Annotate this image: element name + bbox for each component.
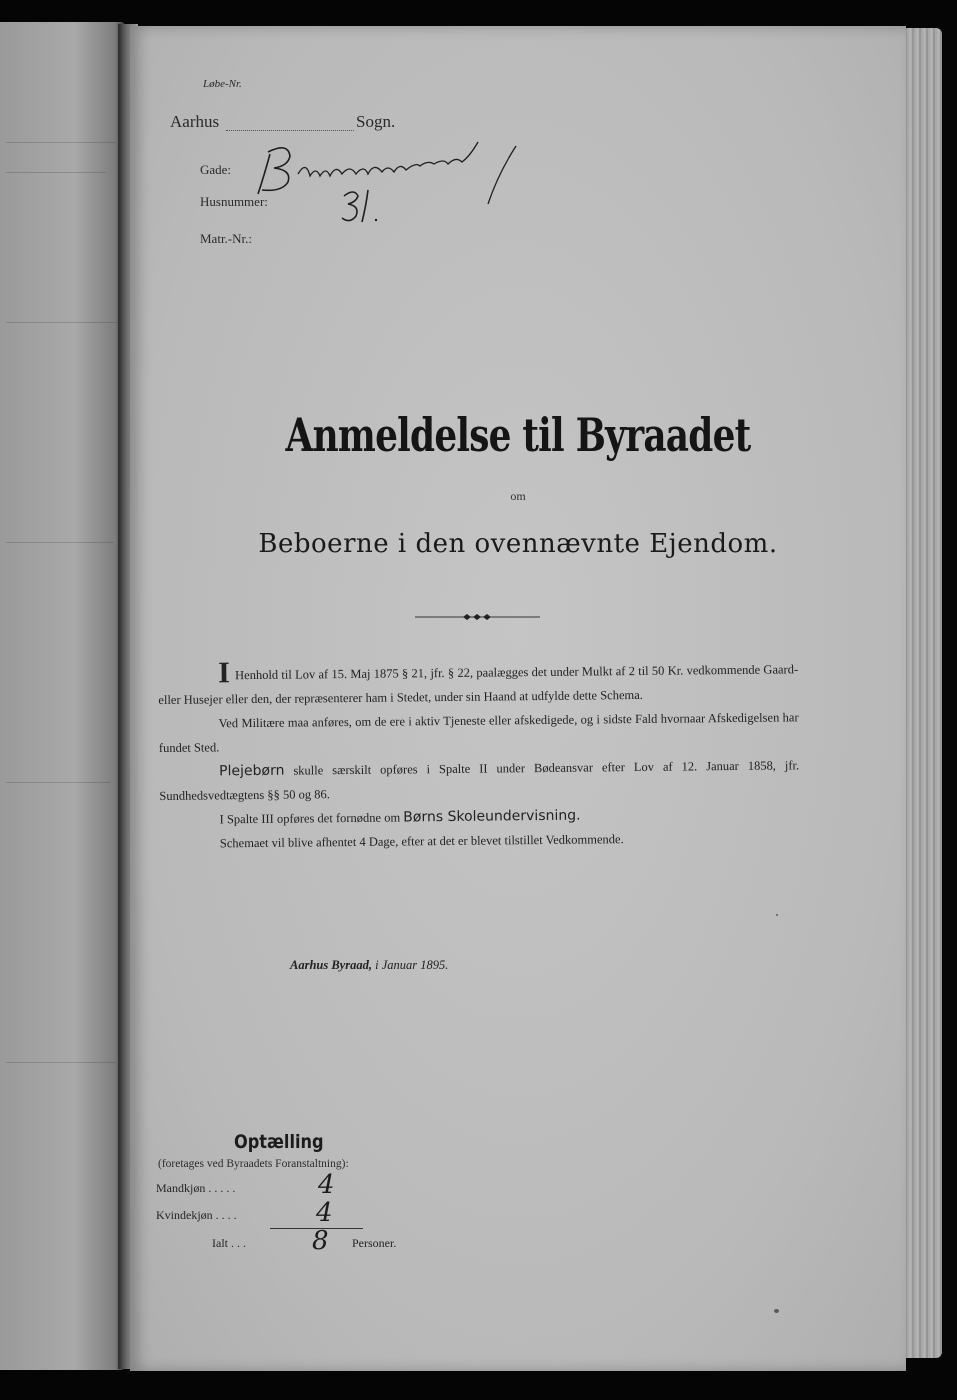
paragraph-5: Schemaet vil blive afhentet 4 Dage, efter at det er blevet tilstillet Vedkommende. [219,832,624,851]
sogn-line [226,130,354,131]
instructions-text [158,657,800,856]
sogn-label: Sogn. [356,112,396,131]
left-facing-page [0,22,125,1370]
form-page [130,26,906,1371]
paragraph-4: I Spalte III opføres det fornødne om [219,810,401,827]
signature-org: Aarhus Byraad, [290,958,372,972]
drop-cap: I [217,656,230,690]
matr-nr-label: Matr.-Nr.: [200,231,252,246]
handwritten-street-name [248,134,548,214]
kvindekjon-label: Kvindekjøn . . . . [156,1208,237,1222]
lobe-nr-label: Løbe-Nr. [203,78,242,90]
gade-label: Gade: [200,162,232,177]
ornament-divider [415,611,540,623]
signature-date: i Januar 1895. [375,958,449,972]
mandkjon-label: Mandkjøn . . . . . [156,1181,236,1195]
signature-line [290,958,448,973]
ialt-value: 8 [312,1226,329,1256]
paragraph-2: Ved Militære maa anføres, om de ere i aktiv Tjeneste eller afskedigede, og i sidste Fald hvornaar Afskedigelsen har fundet Sted. [158,710,799,755]
plejeborn-heading: Plejebørn [219,762,285,780]
personer-label: Personer. [352,1236,397,1250]
document-subtitle: Beboerne i den ovennævnte Ejendom. [258,529,778,559]
mandkjon-value: 4 [318,1170,335,1200]
paragraph-3: skulle særskilt opføres i Spalte II under Bødeansvar efter Lov af 12. Januar 1858, jfr. Sundhedsvedtægtens §§ 50 og 86. [159,758,800,803]
handwritten-house-number [338,186,398,226]
paper-speck [774,1309,779,1313]
document-title: Anmeldelse til Byraadet [285,408,751,462]
skole-heading: Børns Skoleundervisning. [403,807,581,826]
tally-note: (foretages ved Byraadets Foranstaltning): [158,1158,349,1170]
paper-speck [776,914,778,916]
husnummer-label: Husnummer: [200,194,268,209]
city-label: Aarhus [170,112,220,131]
kvindekjon-value: 4 [316,1198,333,1228]
paragraph-1: Henhold til Lov af 15. Maj 1875 § 21, jfr. § 22, paalægges det under Mulkt af 2 til 50 Kr. vedkommende Gaard- eller Husejer eller den, der repræsenterer ham i Stedet, under sin Haand at udfylde dette Schema. [158,662,799,707]
ialt-label: Ialt . . . [212,1236,246,1250]
tally-title: Optælling [234,1131,324,1153]
om-word: om [510,489,526,503]
